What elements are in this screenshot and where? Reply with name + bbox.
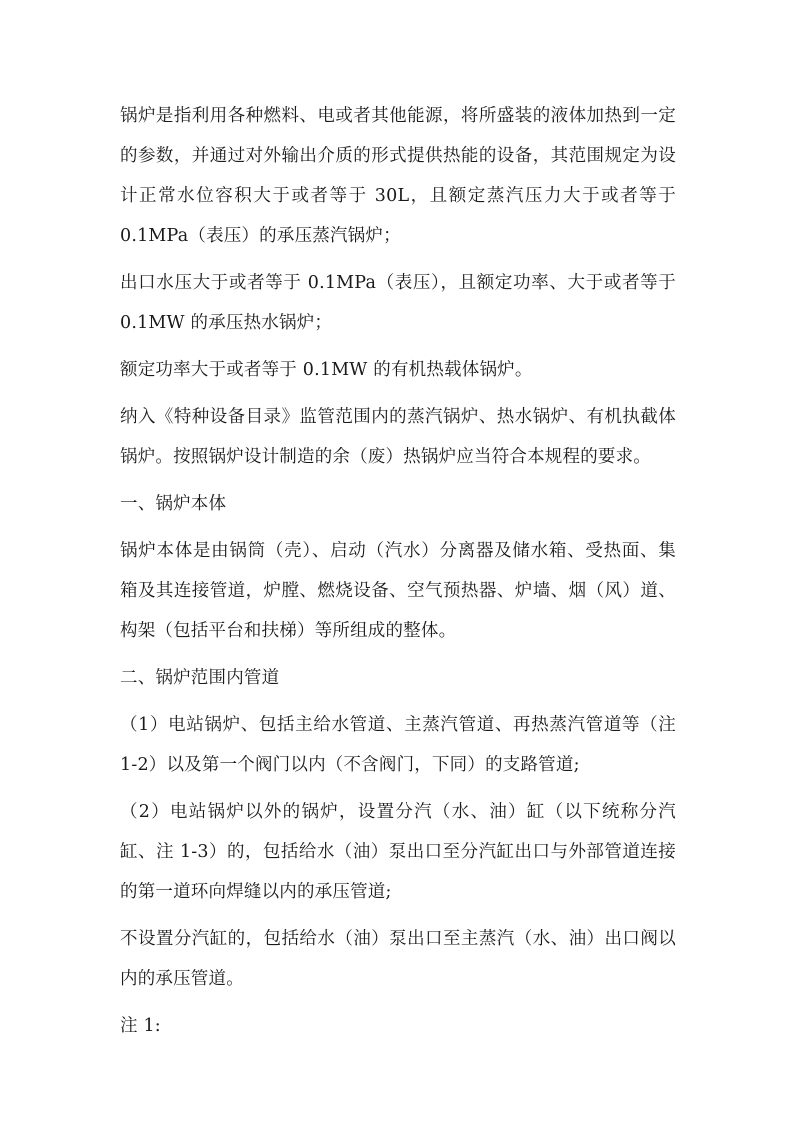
paragraph-supervision-scope: 纳入《特种设备目录》监管范围内的蒸汽锅炉、热水锅炉、有机执截体锅炉。按照锅炉设计制造的余（废）热锅炉应当符合本规程的要求。	[120, 407, 676, 467]
paragraph-piping-item-1: （1）电站锅炉、包括主给水管道、主蒸汽管道、再热蒸汽管道等（注 1-2）以及第一个阀门以内（不含阀门，下同）的支路管道;	[120, 715, 676, 775]
section-heading-piping: 二、锅炉范围内管道	[120, 668, 280, 688]
note-label: 注 1:	[120, 1016, 161, 1036]
section-heading-boiler-body: 一、锅炉本体	[120, 494, 227, 514]
paragraph-boiler-definition: 锅炉是指利用各种燃料、电或者其他能源，将所盛装的液体加热到一定的参数，并通过对外输出介质的形式提供热能的设备，其范围规定为设计正常水位容积大于或者等于 30L，且额定蒸汽压力大于或者等于 0.1MPa（表压）的承压蒸汽锅炉；	[120, 106, 676, 246]
paragraph-piping-item-2: （2）电站锅炉以外的锅炉，设置分汽（水、油）缸（以下统称分汽缸、注 1-3）的，包括给水（油）泵出口至分汽缸出口与外部管道连接的第一道环向焊缝以内的承压管道;	[120, 802, 676, 902]
paragraph-organic-heat-carrier-boiler: 额定功率大于或者等于 0.1MW 的有机热载体锅炉。	[120, 360, 533, 380]
paragraph-boiler-body: 锅炉本体是由锅筒（壳）、启动（汽水）分离器及储水箱、受热面、集箱及其连接管道，炉膛、燃烧设备、空气预热器、炉墙、烟（风）道、构架（包括平台和扶梯）等所组成的整体。	[120, 541, 676, 641]
document-body	[120, 96, 676, 1053]
paragraph-piping-no-header: 不设置分汽缸的，包括给水（油）泵出口至主蒸汽（水、油）出口阀以内的承压管道。	[120, 929, 676, 989]
paragraph-hot-water-boiler: 出口水压大于或者等于 0.1MPa（表压），且额定功率、大于或者等于 0.1MW 的承压热水锅炉；	[120, 273, 676, 333]
